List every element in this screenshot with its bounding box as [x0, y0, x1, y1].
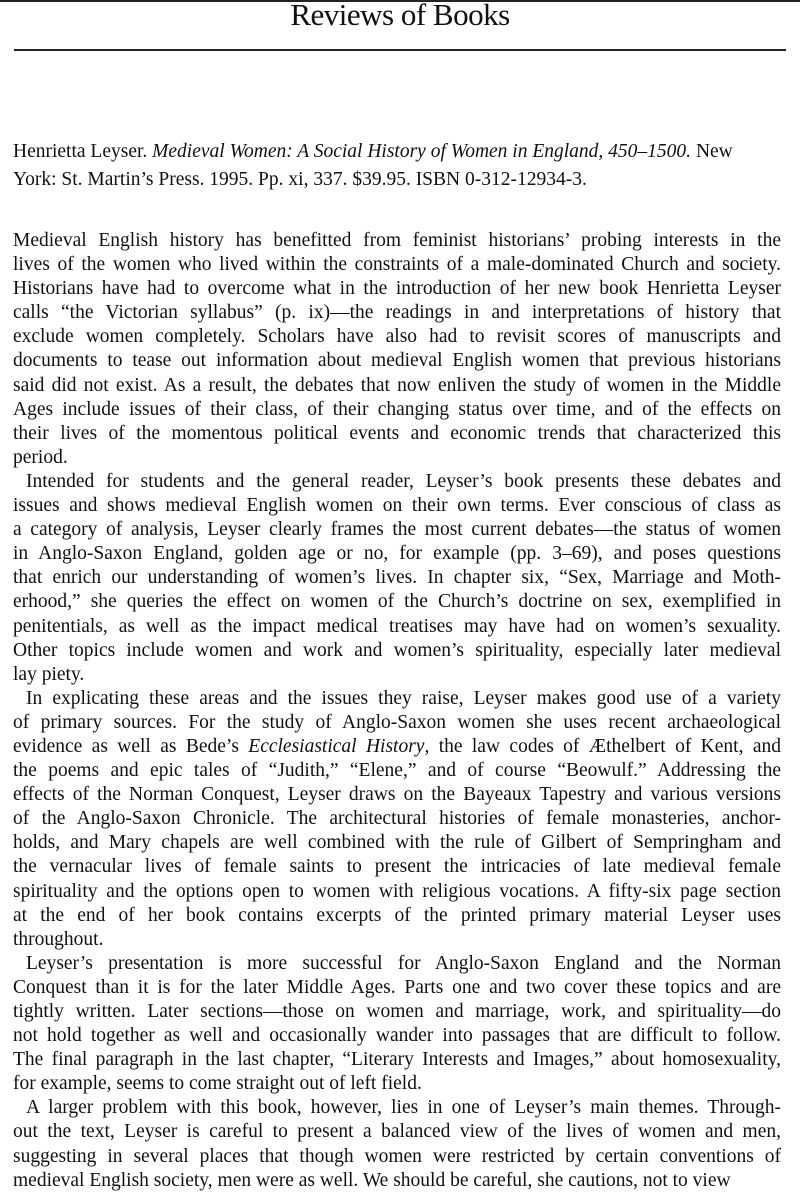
text-line: the poems and epic tales of “Judith,” “Elene,” and of course “Beowulf.” Addressing the [13, 760, 781, 782]
text-line: lives of the women who lived within the constraints of a male-dominated Church and society. [13, 254, 781, 276]
text-line: suggesting in several places that though women were restricted by certain conventions of [13, 1145, 781, 1167]
text-line: In explicating these areas and the issues they raise, Leyser makes good use of a variety [26, 687, 781, 709]
citation-book-title: Medieval Women: A Social History of Women in England, 450–1500. [152, 141, 692, 162]
book-citation [13, 138, 781, 194]
text-line: of primary sources. For the study of Anglo-Saxon women she uses recent archaeological [13, 711, 781, 733]
text-line: evidence as well as Bede’s Ecclesiastical History, the law codes of Æthelbert of Kent, and [13, 735, 781, 757]
title-rule [14, 49, 786, 51]
review-body [13, 229, 781, 1193]
text-line: The final paragraph in the last chapter, “Literary Interests and Images,” about homosexuality, [13, 1049, 781, 1071]
citation-line1-end: New [695, 141, 733, 162]
text-line: the vernacular lives of female saints to present the intricacies of late medieval female [13, 856, 781, 878]
text-line: throughout. [13, 928, 104, 950]
paragraph [13, 229, 781, 470]
text-line: Conquest than it is for the later Middle Ages. Parts one and two cover these topics and are [13, 976, 781, 998]
text-line: out the text, Leyser is careful to present a balanced view of the lives of women and men, [13, 1121, 781, 1143]
text-line: tightly written. Later sections—those on women and marriage, work, and spirituality—do [13, 1001, 781, 1022]
text-line: issues and shows medieval English women on their own terms. Ever conscious of class as [13, 495, 781, 517]
text-line: of the Anglo-Saxon Chronicle. The architectural histories of female monasteries, anchor- [13, 808, 781, 830]
text-line: for example, seems to come straight out of left field. [13, 1073, 422, 1095]
citation-line-2: York: St. Martin’s Press. 1995. Pp. xi, 337. $39.95. ISBN 0-312-12934-3. [13, 169, 587, 190]
text-line: Other topics include women and work and women’s spirituality, especially later medieval [13, 639, 781, 661]
text-line: not hold together as well and occasionally wander into passages that are difficult to follow. [13, 1025, 781, 1047]
text-line: holds, and Mary chapels are well combined with the rule of Gilbert of Sempringham and [13, 832, 781, 854]
text-line: A larger problem with this book, however, lies in one of Leyser’s main themes. Through- [26, 1097, 781, 1119]
text-line: in Anglo-Saxon England, golden age or no, for example (pp. 3–69), and poses questions [13, 543, 781, 565]
text-line: effects of the Norman Conquest, Leyser draws on the Bayeaux Tapestry and various versions [13, 784, 781, 806]
text-line: Historians have had to overcome what in the introduction of her new book Henrietta Leyser [13, 278, 781, 300]
paragraph [13, 687, 781, 952]
text-line: at the end of her book contains excerpts of the printed primary material Leyser uses [13, 904, 781, 926]
text-line: Leyser’s presentation is more successful for Anglo-Saxon England and the Norman [26, 952, 781, 974]
text-line: exclude women completely. Scholars have also had to revisit scores of manuscripts and [13, 326, 781, 348]
citation-author: Henrietta Leyser. [13, 141, 148, 162]
text-line: calls “the Victorian syllabus” (p. ix)—the readings in and interpretations of history that [13, 302, 781, 324]
text-line: Medieval English history has benefitted from feminist historians’ probing interests in the [13, 230, 781, 251]
text-line: penitentials, as well as the impact medical treatises may have had on women’s sexuality. [13, 615, 781, 637]
text-line: lay piety. [13, 663, 85, 685]
paragraph [13, 952, 781, 1097]
text-line: Intended for students and the general reader, Leyser’s book presents these debates and [26, 470, 781, 492]
paragraph [13, 1096, 781, 1192]
text-line: documents to tease out information about medieval English women that previous historians [13, 350, 781, 372]
text-line: period. [13, 446, 68, 468]
text-line: a category of analysis, Leyser clearly frames the most current debates—the status of women [13, 519, 781, 541]
text-line: erhood,” she queries the effect on women of the Church’s doctrine on sex, exemplified in [13, 591, 781, 613]
text-line: spirituality and the options open to women with religious vocations. A fifty-six page section [13, 880, 781, 902]
page-title: Reviews of Books [290, 0, 510, 32]
text-line: medieval English society, men were as well. We should be careful, she cautions, not to view [13, 1169, 731, 1191]
text-line: that enrich our understanding of women’s lives. In chapter six, “Sex, Marriage and Moth- [13, 567, 781, 589]
paragraph [13, 470, 781, 687]
text-line: their lives of the momentous political events and economic trends that characterized this [13, 422, 781, 444]
citation-line-1 [13, 138, 781, 166]
text-line: Ages include issues of their class, of their changing status over time, and of the effects on [13, 398, 781, 420]
text-line: said did not exist. As a result, the debates that now enliven the study of women in the Middle [13, 374, 781, 396]
